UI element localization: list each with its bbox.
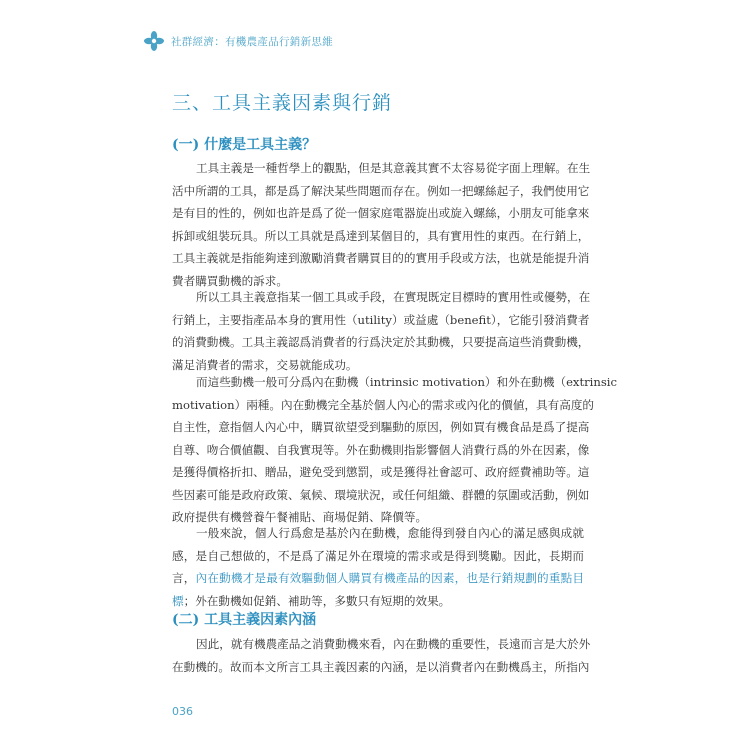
paragraph-5 [172, 633, 591, 678]
text-plain: ；外在動機如促銷、補助等，多數只有短期的效果。 [183, 593, 451, 608]
highlighted-text: 標 [172, 593, 184, 608]
text-line: 所以工具主義意指某一個工具或手段，在實現既定目標時的實用性或優勢，在 [196, 290, 591, 304]
sub-heading-what-is-instrumentalism: (一) 什麼是工具主義？ [172, 137, 317, 153]
text-line: 費者購買動機的訴求。 [172, 273, 288, 288]
sub-heading-instrumentalism-factors: (二) 工具主義因素內涵 [172, 612, 317, 628]
running-header-title: 社群經濟：有機農產品行銷新思維 [171, 35, 333, 48]
text-line: 的消費動機。工具主義認爲消費者的行爲決定於其動機，只要提高這些消費動機， [172, 335, 590, 349]
text-line: 是有目的性的，例如也許是爲了從一個家庭電器旋出或旋入螺絲，小朋友可能拿來 [172, 206, 590, 220]
leaf-flower-icon [143, 30, 165, 52]
text-line: 政府提供有機營養午餐補貼、商場促銷、降價等。 [172, 510, 428, 524]
page-number: 036 [172, 705, 193, 718]
text-line: 自主性，意指個人內心中，購買欲望受到驅動的原因，例如買有機食品是爲了提高 [172, 420, 590, 434]
text-line: 是獲得價格折扣、贈品，避免受到懲罰，或是獲得社會認可、政府經費補助等。這 [172, 465, 590, 479]
paragraph-2 [172, 286, 591, 376]
running-header [143, 30, 333, 52]
highlighted-text: 內在動機才是最有效驅動個人購買有機產品的因素，也是行銷規劃的重點目 [195, 571, 584, 585]
text-plain: 言， [172, 571, 196, 585]
text-line: 些因素可能是政府政策、氣候、環境狀況，或任何組織、群體的氛圍或活動，例如 [172, 487, 590, 502]
text-line: 自尊、吻合價値觀、自我實現等。外在動機則指影響個人消費行爲的外在因素，像 [172, 442, 590, 457]
text-line: 工具主義是一種哲學上的觀點，但是其意義其實不太容易從字面上理解。在生 [196, 161, 591, 175]
text-line: 而這些動機一般可分爲內在動機（intrinsic motivation）和外在動機（extrinsic [196, 375, 617, 389]
paragraph-4 [172, 522, 584, 612]
paragraph-1 [172, 157, 591, 292]
text-line: 一般來說，個人行爲愈是基於內在動機，愈能得到發自內心的滿足感與成就 [196, 526, 584, 540]
text-line: 活中所謂的工具，都是爲了解決某些問題而存在。例如一把螺絲起子，我們使用它 [172, 183, 590, 198]
paragraph-3 [172, 371, 617, 529]
section-title: 三、工具主義因素與行銷 [172, 92, 393, 114]
text-line: 因此，就有機農產品之消費動機來看，內在動機的重要性，長遠而言是大於外 [196, 637, 591, 651]
text-line: 在動機的。故而本文所言工具主義因素的內涵，是以消費者內在動機爲主，所指內 [172, 659, 590, 674]
text-line: 滿足消費者的需求，交易就能成功。 [172, 357, 358, 372]
text-line [172, 567, 584, 590]
text-line: 工具主義就是指能夠達到激勵消費者購買目的的實用手段或方法，也就是能提升消 [172, 251, 590, 265]
text-line: motivation）兩種。內在動機完全基於個人內心的需求或內化的價値，具有高度的 [172, 397, 595, 412]
text-line: 感，是自己想做的，不是爲了滿足外在環境的需求或是得到獎勵。因此，長期而 [172, 548, 584, 563]
text-line: 拆卸或組裝玩具。所以工具就是爲達到某個目的，具有實用性的東西。在行銷上， [172, 228, 590, 243]
text-line: 行銷上，主要指產品本身的實用性（utility）或益處（benefit），它能引發消費者 [172, 312, 590, 327]
